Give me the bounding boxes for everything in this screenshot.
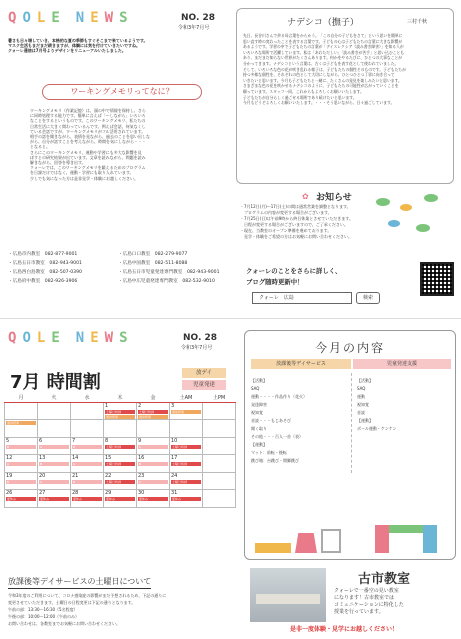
calendar-cell — [203, 420, 236, 438]
day-header: 月 — [5, 394, 38, 402]
furuichi-footer: 是非一度体験・見学にお越しください！ — [290, 626, 399, 633]
column-title: ナデシコ（撫子） — [287, 18, 359, 28]
office-item: ・広島市内教室 082-877-9001 — [8, 252, 78, 257]
office-list — [8, 252, 230, 285]
column-box — [236, 8, 454, 184]
office-item: ・広島五日市教室 082-943-9001 — [8, 261, 82, 266]
intro-text: 暑さも日々増していき、本格的な夏の季節もすぐそこまで来ているようです。 マスク生活もまだまだ続きますが、体調には気を付けていきたいですね。 クォーレ通信は7月号よりデザインをリニューアルいたしました。 — [8, 38, 148, 54]
monthly-content-box — [244, 330, 456, 560]
calendar-cell — [71, 420, 104, 438]
office-item: ・広島口口教室 082-279-9077 — [118, 252, 188, 257]
working-memory-body: ワーキングメモリ（作業記憶）は、頭の中で情報を保持し、さら に同時処理する能力です。簡単に言えば「〜しながら」いろいろ なことをするというものです。このワーキングメモリ、私たちの 日常生活に大きく関わっているんです。例えば会話、何気なくし ている会話ですが、ワーキングメモリがフル活用されています。 相手の話を聞きながら、表情を見ながら、過去のことを思い出しな がら、自分が話すことを考えながら、時間を気にしながら・・・ となると。 さらにこのワーキングメモリ、運動や学習にも多大な影響を及 ぼすとの研究結果が出ています。文章を読みながら、問題を読み 解きながら、回答を導き出す。 クォーレでは、このワーキングメモリを鍛えるためのプログラム を日課だけではなく、運動・学習にも取り入れています。 少しでも気になった方は是非見学・体験にお越しください。 — [30, 108, 150, 181]
calendar-cell — [5, 402, 38, 420]
calendar-cell — [203, 437, 236, 455]
notice-title: お知らせ — [316, 193, 352, 203]
office-item: ・広島中広児童発達専門教室 082-532-9010 — [118, 279, 215, 284]
day-header: 金 — [137, 394, 170, 402]
qr-code[interactable] — [420, 262, 454, 296]
monthly-right-list: 【活動】 SAQ 運動 視知覚 音読 【運動】 ボール運動・ケンケン — [357, 378, 397, 431]
calendar-cell: 10 土曜日特訓 — [170, 437, 203, 455]
classroom-photo — [250, 568, 326, 622]
calendar-cell: 22 土曜日特訓 — [104, 472, 137, 490]
schedule-title: 7月 時間割 — [10, 372, 101, 393]
flower-icon: ✿ — [302, 192, 309, 201]
calendar-cell — [203, 402, 236, 420]
calendar-cell: 通常授業 — [5, 420, 38, 438]
blog-ad-text: クォーレのことをさらに詳しく、 ブログ随時更新中！ — [246, 267, 342, 286]
blog-search-input[interactable]: クォーレ 広島 — [252, 292, 352, 304]
notice-text: ・7月12日(月)〜17日(土)の間は通常営業を調整となります。 プログラムの内容が変更する場合がございます。 ・7月25日(日)は午前9時から終日休業とさせていただきます。 日程が変更する場合がございますので、ご了承ください。 ・現在、当教室のオープン準備を進めております。 見学・体験をご希望の方はお気軽にお問い合わせください。 — [240, 204, 353, 239]
day-header: 水 — [71, 394, 104, 402]
calendar-cell: 1 土曜日特訓 通常授業 — [104, 402, 137, 420]
calendar-cell — [203, 455, 236, 473]
calendar-cell: 19 B — [5, 472, 38, 490]
calendar-cell — [38, 420, 71, 438]
calendar-cell: 27 夏休み — [38, 490, 71, 508]
calendar-cell: 14 A — [71, 455, 104, 473]
calendar-cell: 5 B — [5, 437, 38, 455]
office-item: ・広島中国教室 082-511-8088 — [118, 261, 188, 266]
calendar-cell: 7 B — [71, 437, 104, 455]
calendar-table — [4, 394, 236, 508]
calendar-cell: 12 A — [5, 455, 38, 473]
calendar-cell — [203, 490, 236, 508]
issue-date-2: 令和3年7月号 — [181, 345, 213, 351]
office-item: ・広島西白島教室 082-507-0390 — [8, 270, 82, 275]
calendar-cell: 28 夏休み — [71, 490, 104, 508]
calendar-cell: 13 B — [38, 455, 71, 473]
calendar-cell: 6 A — [38, 437, 71, 455]
page-divider — [0, 318, 461, 319]
saturday-title: 放課後等デイサービスの土曜日について — [8, 576, 151, 589]
gym-equipment-illustration — [255, 521, 345, 555]
tag-houday: 放デイ — [182, 368, 226, 378]
furuichi-title: 古市教室 — [358, 572, 411, 587]
calendar-cell: 16 B — [137, 455, 170, 473]
calendar-cell: 24 土曜日特訓 — [170, 472, 203, 490]
calendar-cell: 31 夏休み — [170, 490, 203, 508]
calendar-cell — [203, 472, 236, 490]
issue-number: NO. 28 — [181, 13, 216, 23]
column-text: 先日、長谷川さんで余る母言葉をからかう。「この自分の子どもをさて」という思いを簡単に 思い直す時の変わったことを表する言葉です。子どもの心は子どもたちの言葉に大きな影響が あるようです。学習の中で子どもたちの言葉が「デイスレクシア（読み書き障害）」を知る人が いろいろな場所で活躍しています。私は「あわただしい」「読み書きが苦手」と思い込むことも あり、まだまだ知らない世界がたくさんあります。何かをやるたびに、ひとつの大事なことが 分かってきます。ナデシコという言葉は、古くは子どもを表す花として使われていました。 そして、いろいろな色の花が咲き乱れる様子は、子どもたちの個性そのものです。子どもたちが 持つ多様な個性を、それぞれの色として大切にしながら、ひとつひとつ丁寧に向き合って いきたいと思います。今月も子どもたちと一緒に、たくさんの発見を楽しみたいと思います。 さまざまな色の花を咲かせるナデシコのように、子どもたちの可能性が広がっていくことを 願っています。スタッフ一同、これからもよろしくお願いいたします。 子どもたちが自分らしく過ごせる場所であり続けたいと思います。 今月もどうぞよろしくお願いいたします。・・・そう思いながら、日々過ごしています。 — [243, 33, 406, 106]
calendar-cell — [71, 402, 104, 420]
tag-jidou: 児童発達 — [182, 380, 226, 390]
monthly-left-list: 【活動】 SAQ 運動・・・・作品作り（花火） 発達障害 視知覚 音読・・・もじあそび 聞く取り その他・・・百人一首（表） 【運動】 マット：前転・後転 跳び箱：台跳び・開脚跳び — [251, 378, 307, 463]
calendar-cell: 23 A — [137, 472, 170, 490]
issue-number-2: NO. 28 — [183, 333, 218, 343]
office-item: ・広島五日市児童発達専門教室 082-943-9001 — [118, 270, 220, 275]
calendar-cell — [170, 420, 203, 438]
tab-houday: 放課後等デイサービス — [251, 359, 351, 369]
calendar-cell: 3 通常授業 — [170, 402, 203, 420]
blog-search-button[interactable]: 検索 — [356, 292, 380, 304]
divider — [351, 373, 352, 473]
day-header: 木 — [104, 394, 137, 402]
day-header: 火 — [38, 394, 71, 402]
calendar-cell: 26 夏休み — [5, 490, 38, 508]
column-author: 三村千秋 — [407, 19, 428, 25]
calendar-cell: 21 B — [71, 472, 104, 490]
qole-news-logo-2: QOLE NEWS — [8, 330, 134, 346]
issue-date: 令和3年7月号 — [178, 25, 210, 31]
office-item: ・広島府中教室 082-926-3906 — [8, 279, 78, 284]
working-memory-title: ワーキングメモリってなに？ — [42, 84, 202, 100]
calendar-cell: 2 土曜日特訓 通常授業 — [137, 402, 170, 420]
monthly-title: 今月の内容 — [314, 341, 385, 355]
calendar-cell: 29 夏休み — [104, 490, 137, 508]
calendar-cell: 8 土曜日特訓 — [104, 437, 137, 455]
calendar-cell: 30 夏休み — [137, 490, 170, 508]
calendar-cell — [38, 402, 71, 420]
qole-news-logo: QOLE NEWS — [8, 10, 134, 26]
furuichi-text: クォーレで一番空の見い教室 になります！古市教室では コミュニケーションに特化した 授業を行っています。 — [334, 588, 404, 615]
calendar-cell: 9 A — [137, 437, 170, 455]
calendar-cell — [137, 420, 170, 438]
blocks-illustration — [365, 511, 447, 555]
calendar-cell: 15 土曜日特訓 — [104, 455, 137, 473]
saturday-text: 令和3年度のご利用について、コロナ感染症の影響がまだ予想されるため、下記の通りに 変更させていただきます。土曜日の日程変更は下記の通りとなります。 午前の部：13:30〜16:30（5名程度） 午後の部：10:00〜12:00（午前のみ） お問い合わせは、各教室までお気軽にお問い合わせください。 — [8, 593, 167, 626]
calendar-cell — [104, 420, 137, 438]
day-header: 土PM — [203, 394, 236, 402]
calendar-cell: 20 A — [38, 472, 71, 490]
tab-jidou: 児童発達支援 — [353, 359, 451, 369]
calendar-cell: 17 土曜日特訓 — [170, 455, 203, 473]
day-header: 土AM — [170, 394, 203, 402]
